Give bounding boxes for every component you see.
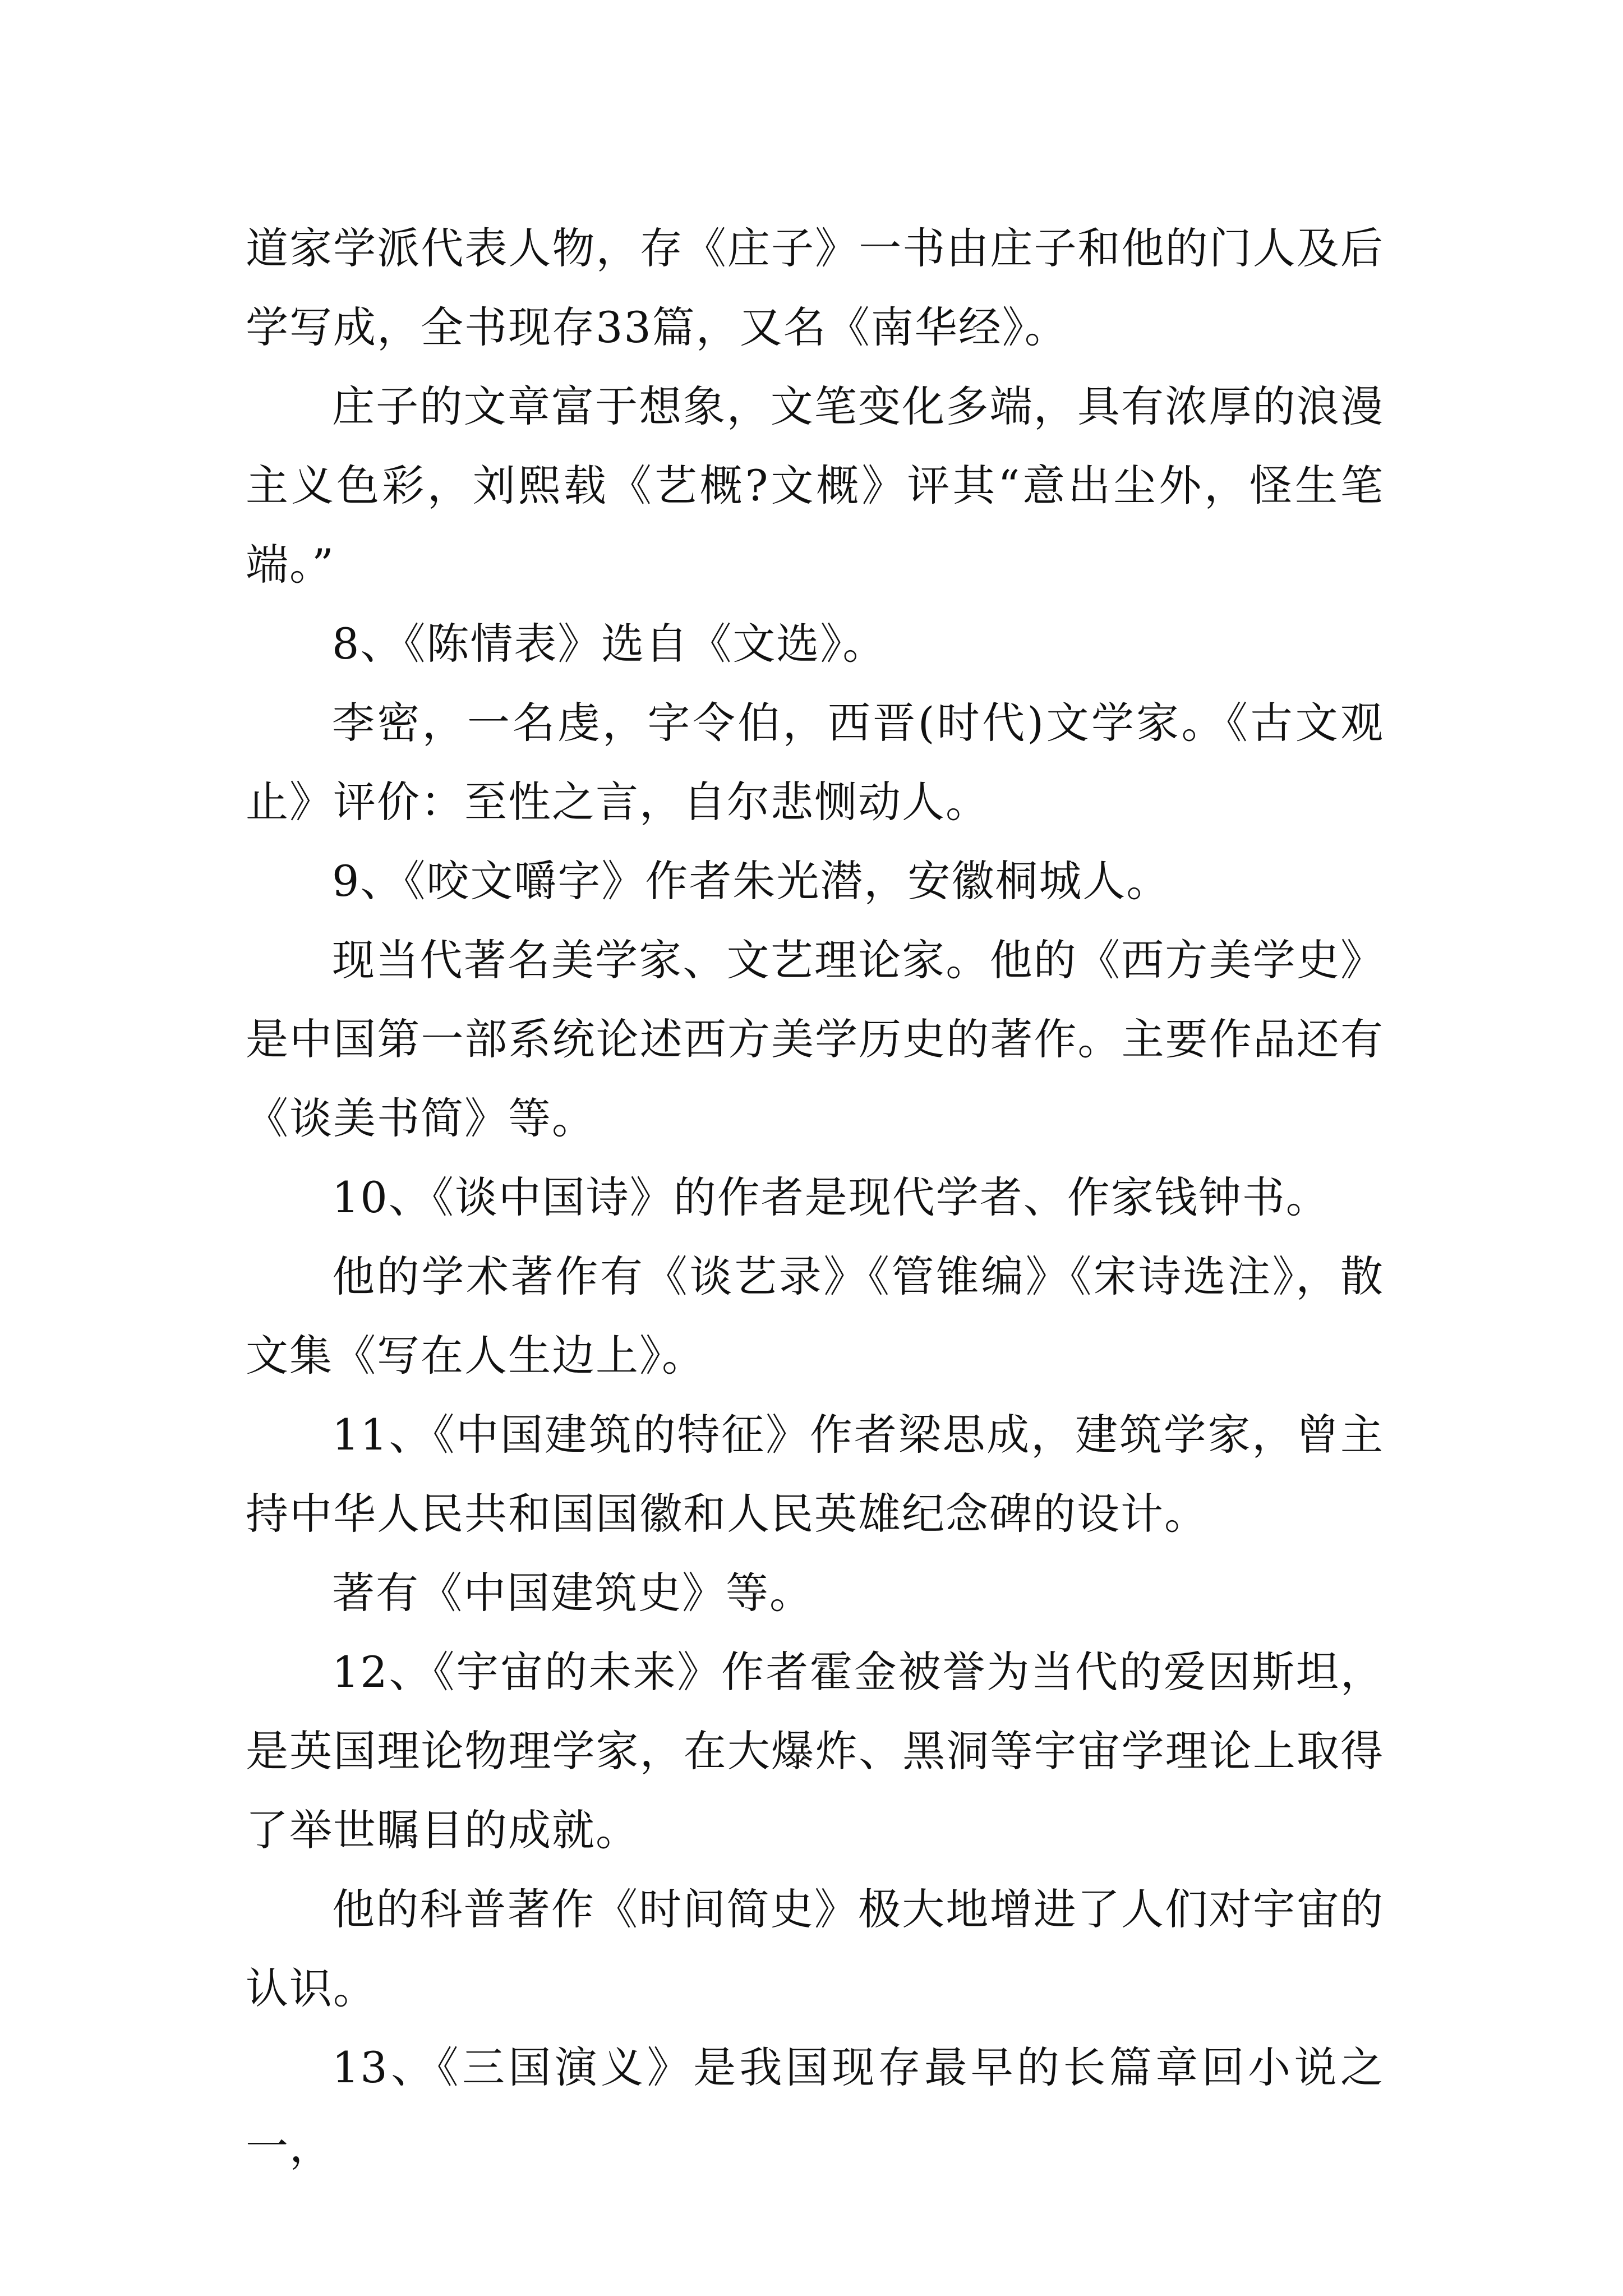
paragraph-item-13: 13、《三国演义》是我国现存最早的长篇章回小说之一， bbox=[246, 2042, 1384, 2171]
paragraph-zhuangzi-style: 庄子的文章富于想象，文笔变化多端，具有浓厚的浪漫主义色彩，刘熙载《艺概?文概》评其“意出尘外，怪生笔端。” bbox=[246, 381, 1384, 590]
paragraph-li-mi: 李密，一名虔，字令伯，西晋(时代)文学家。《古文观止》评价：至性之言，自尔悲恻动人。 bbox=[246, 698, 1384, 827]
paragraph-zhuangzi-intro: 道家学派代表人物，存《庄子》一书由庄子和他的门人及后学写成，全书现存33篇，又名《南华经》。 bbox=[246, 223, 1384, 352]
paragraph-item-12: 12、《宇宙的未来》作者霍金被誉为当代的爱因斯坦，是英国理论物理学家，在大爆炸、黑洞等宇宙学理论上取得了举世瞩目的成就。 bbox=[246, 1647, 1384, 1855]
paragraph-item-10: 10、《谈中国诗》的作者是现代学者、作家钱钟书。 bbox=[332, 1172, 1330, 1222]
paragraph-item-11: 11、《中国建筑的特征》作者梁思成，建筑学家，曾主持中华人民共和国国徽和人民英雄纪念碑的设计。 bbox=[246, 1410, 1384, 1539]
paragraph-item-9: 9、《咬文嚼字》作者朱光潜，安徽桐城人。 bbox=[332, 856, 1170, 906]
paragraph-qian-zhongshu-works: 他的学术著作有《谈艺录》《管锥编》《宋诗选注》，散文集《写在人生边上》。 bbox=[246, 1251, 1384, 1381]
document-body bbox=[246, 209, 1384, 2186]
paragraph-item-8: 8、《陈情表》选自《文选》。 bbox=[332, 619, 887, 669]
paragraph-liang-sicheng-works: 著有《中国建筑史》等。 bbox=[332, 1568, 813, 1618]
paragraph-hawking-works: 他的科普著作《时间简史》极大地增进了人们对宇宙的认识。 bbox=[246, 1884, 1384, 2013]
paragraph-zhu-guangqian: 现当代著名美学家、文艺理论家。他的《西方美学史》是中国第一部系统论述西方美学历史的著作。主要作品还有《谈美书简》等。 bbox=[246, 935, 1384, 1143]
